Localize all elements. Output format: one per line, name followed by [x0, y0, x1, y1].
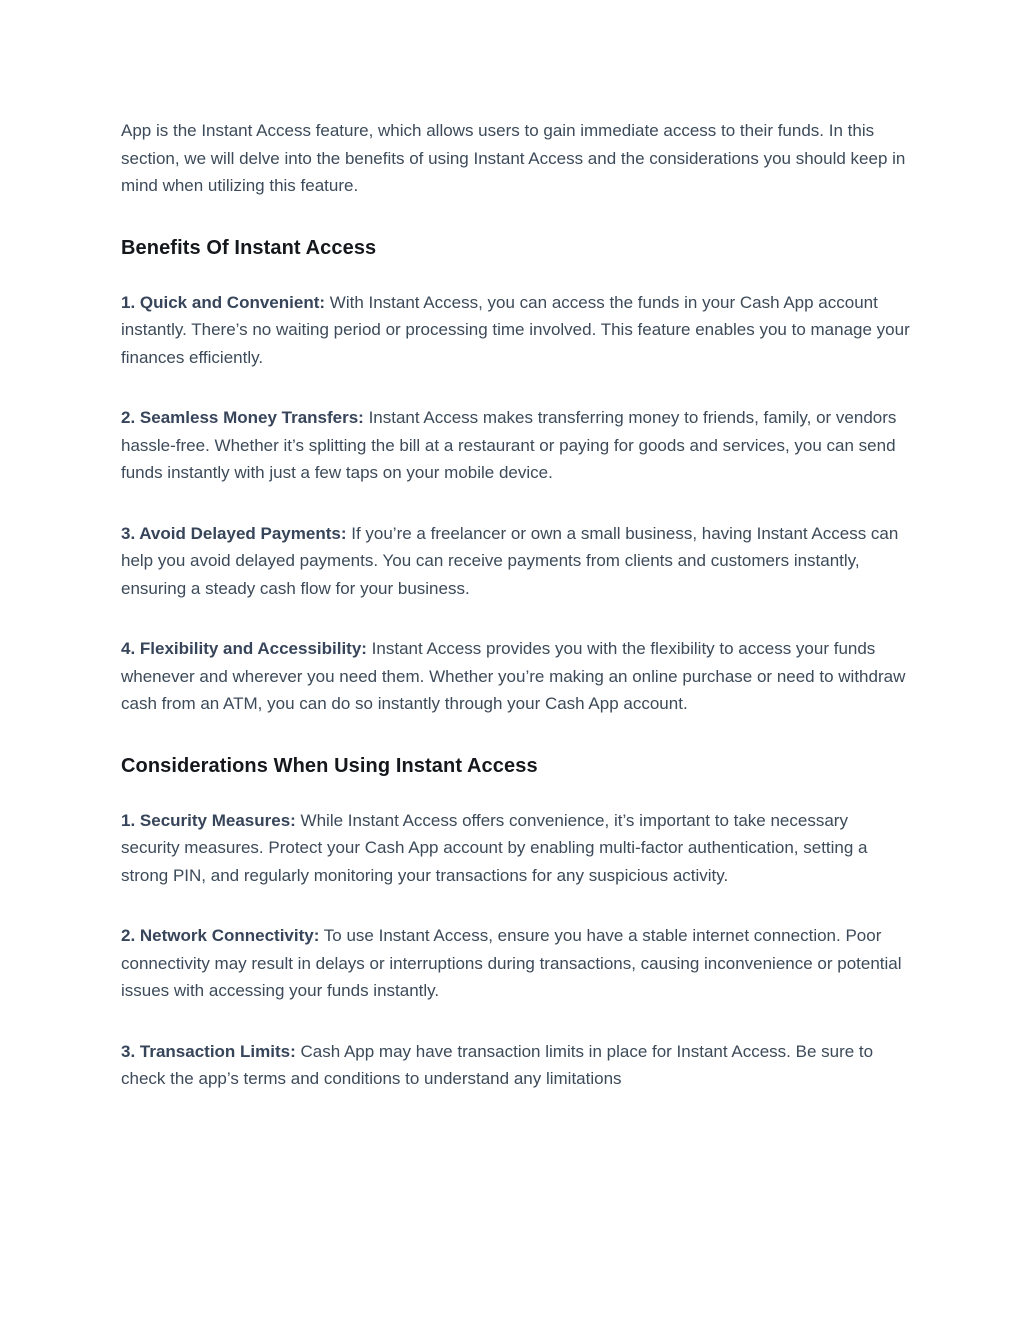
consideration-item-2	[121, 922, 911, 1005]
article-body	[121, 117, 911, 1093]
benefit-item-4-label: 4. Flexibility and Accessibility:	[121, 639, 367, 658]
benefit-item-4-text: Instant Access provides you with the flexibility to access your funds whenever and wherever you need them. Whether you’re making an online purchase or need to withdraw cash from an ATM, you can do so instantly through your Cash App account.	[121, 639, 906, 713]
section-heading-benefits: Benefits Of Instant Access	[121, 236, 377, 259]
consideration-item-3-label: 3. Transaction Limits:	[121, 1041, 296, 1061]
benefit-item-2-label: 2. Seamless Money Transfers:	[121, 408, 364, 427]
consideration-item-3	[121, 1038, 911, 1093]
benefit-item-4	[121, 635, 911, 718]
consideration-item-1	[121, 807, 911, 890]
consideration-item-1-label: 1. Security Measures:	[121, 810, 296, 830]
benefit-item-1-label: 1. Quick and Convenient:	[121, 292, 326, 312]
section-heading-considerations: Considerations When Using Instant Access	[121, 754, 538, 777]
consideration-item-3-text: Cash App may have transaction limits in place for Instant Access. Be sure to check the app’s terms and conditions to understand any limitations	[121, 1041, 874, 1088]
benefit-item-3	[121, 520, 911, 603]
benefit-item-1-text: With Instant Access, you can access the funds in your Cash App account instantly. There’s no waiting period or processing time involved. This feature enables you to manage your finances efficiently.	[121, 292, 910, 367]
consideration-item-1-text: While Instant Access offers convenience, it’s important to take necessary security measures. Protect your Cash App account by enabling multi-factor authentication, setting a strong PIN, and regularly monitoring your transactions for any suspicious activity.	[121, 810, 868, 885]
consideration-item-2-label: 2. Network Connectivity:	[121, 926, 320, 945]
consideration-item-2-text: To use Instant Access, ensure you have a stable internet connection. Poor connectivity may result in delays or interruptions during transactions, causing inconvenience or potential issues with accessing your funds instantly.	[121, 926, 902, 1000]
benefit-item-2-text: Instant Access makes transferring money to friends, family, or vendors hassle-free. Whether it’s splitting the bill at a restaurant or paying for goods and services, you can send funds instantly with just a few taps on your mobile device.	[121, 408, 897, 482]
intro-paragraph: App is the Instant Access feature, which allows users to gain immediate access to their funds. In this section, we will delve into the benefits of using Instant Access and the considerations you should keep in mind when utilizing this feature.	[121, 121, 906, 195]
benefit-item-3-text: If you’re a freelancer or own a small business, having Instant Access can help you avoid delayed payments. You can receive payments from clients and customers instantly, ensuring a steady cash flow for your business.	[121, 523, 899, 598]
benefit-item-2	[121, 404, 911, 487]
benefit-item-1	[121, 289, 911, 372]
benefit-item-3-label: 3. Avoid Delayed Payments:	[121, 523, 347, 543]
